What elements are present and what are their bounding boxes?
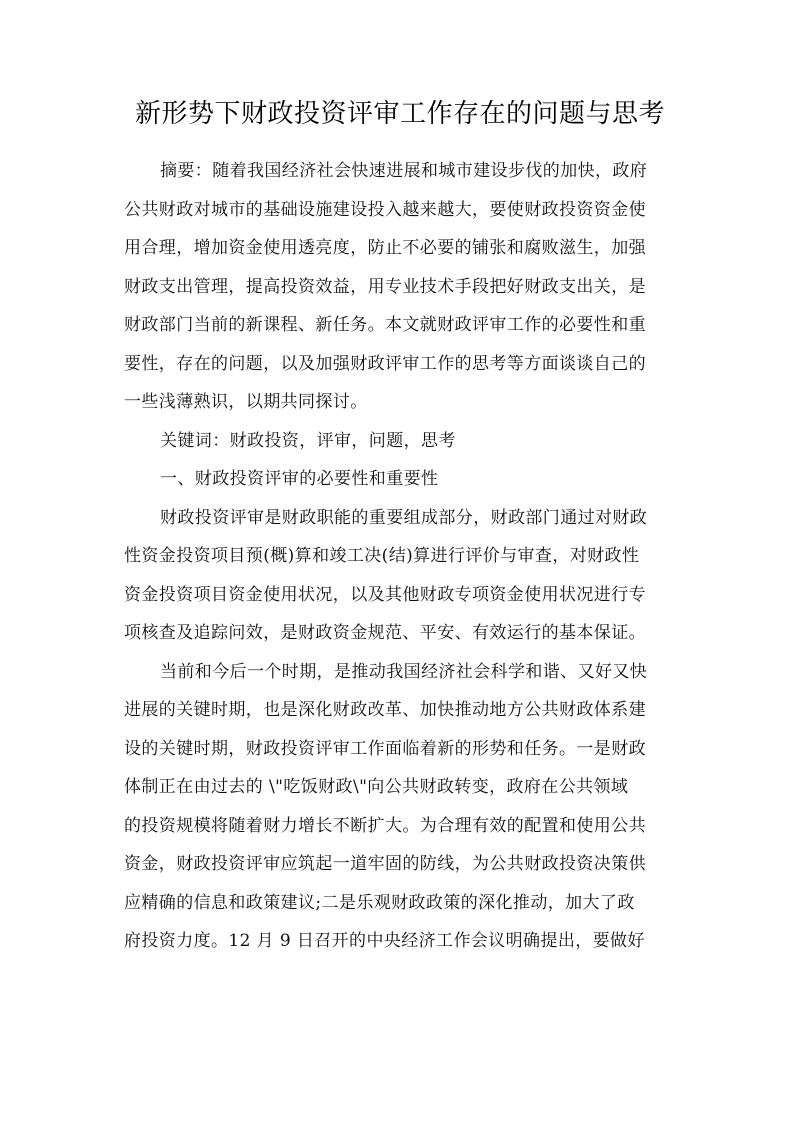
paragraph	[124, 422, 684, 461]
text-line: 关键词：财政投资，评审，问题，思考	[160, 430, 456, 451]
text-line: 性资金投资项目预(概)算和竣工决(结)算进行评价与审查，对财政性	[124, 546, 640, 566]
text-line: 进展的关键时期，也是深化财政改革、加快推动地方公共财政体系建	[124, 700, 646, 720]
document-title: 新形势下财政投资评审工作存在的问题与思考	[134, 99, 665, 129]
text-line: 资金投资项目资金使用状况，以及其他财政专项资金使用状况进行专	[124, 584, 646, 605]
text-line: 一些浅薄熟识，以期共同探讨。	[124, 392, 368, 412]
text-line: 财政投资评审是财政职能的重要组成部分，财政部门通过对财政	[160, 507, 648, 528]
document-body	[124, 152, 684, 961]
text-line: 项核查及追踪问效，是财政资金规范、平安、有效运行的基本保证。	[124, 623, 646, 643]
text-line: 当前和今后一个时期，是推动我国经济社会科学和谐、又好又快	[160, 661, 648, 682]
paragraph	[124, 653, 684, 961]
text-line: 要性，存在的问题，以及加强财政评审工作的思考等方面谈谈自己的	[124, 353, 646, 374]
text-line: 公共财政对城市的基础设施建设投入越来越大，要使财政投资资金使	[124, 199, 646, 220]
text-line: 设的关键时期，财政投资评审工作面临着新的形势和任务。一是财政	[124, 738, 646, 759]
text-line: 财政支出管理，提高投资效益，用专业技术手段把好财政支出关，是	[124, 276, 646, 297]
paragraph	[124, 460, 684, 499]
text-line: 府投资力度。12 月 9 日召开的中央经济工作会议明确提出，要做好	[124, 931, 645, 951]
text-line: 资金，财政投资评审应筑起一道牢固的防线，为公共财政投资决策供	[124, 854, 646, 874]
text-line: 应精确的信息和政策建议;二是乐观财政政策的深化推动，加大了政	[124, 892, 635, 913]
text-line: 用合理，增加资金使用透亮度，防止不必要的铺张和腐败滋生，加强	[124, 238, 646, 258]
paragraph	[124, 152, 684, 422]
text-line: 摘要：随着我国经济社会快速进展和城市建设步伐的加快，政府	[160, 161, 648, 181]
text-line: 一、财政投资评审的必要性和重要性	[160, 469, 439, 489]
paragraph	[124, 499, 684, 653]
text-line: 财政部门当前的新课程、新任务。本文就财政评审工作的必要性和重	[124, 315, 646, 335]
text-line: 体制正在由过去的 \"吃饭财政\"向公共财政转变，政府在公共领域	[124, 777, 629, 797]
text-line: 的投资规模将随着财力增长不断扩大。为合理有效的配置和使用公共	[124, 815, 646, 836]
